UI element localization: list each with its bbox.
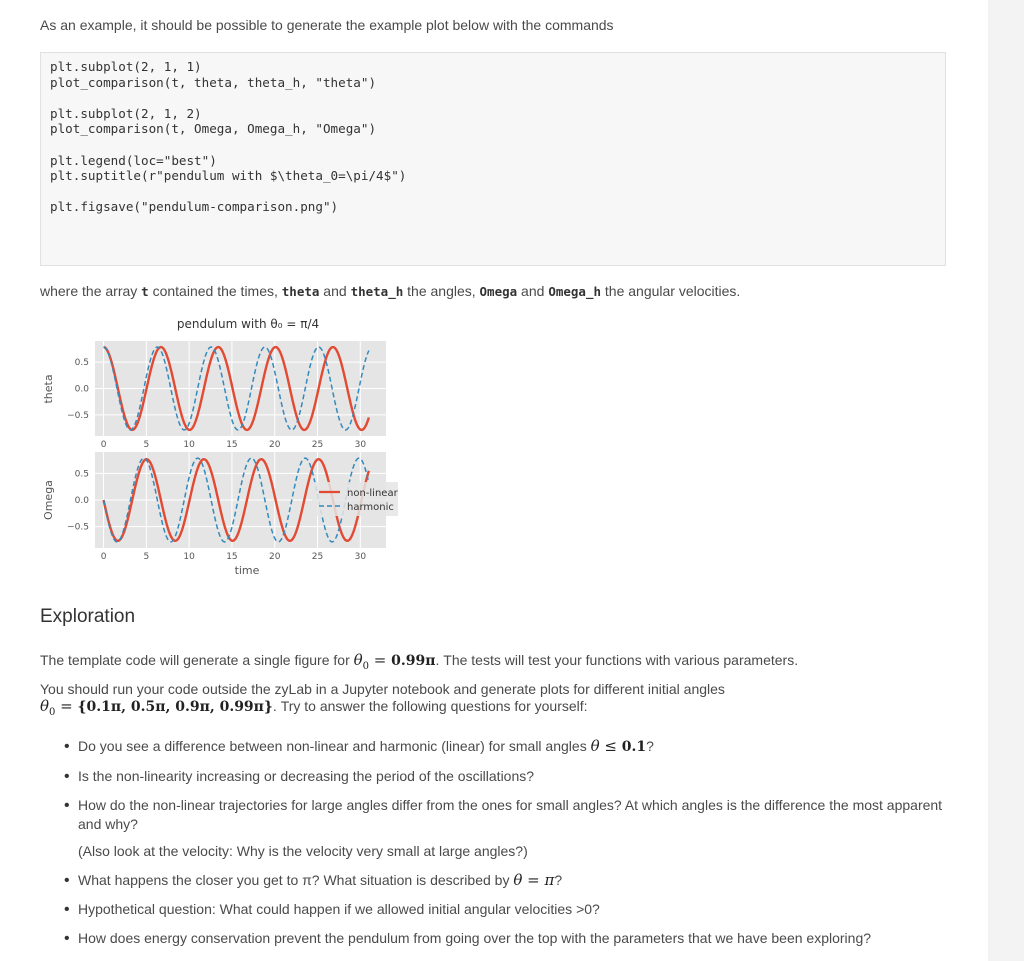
omega-x-ticks xyxy=(101,552,367,562)
p2-theta: θ xyxy=(40,697,50,715)
theta-x-tick-label: 0 xyxy=(100,440,107,450)
question-text: How do the non-linear trajectories for large angles differ from the ones for small angles? At which angles is the difference the most apparent and why? xyxy=(78,797,943,832)
code-line: plt.legend(loc="best") xyxy=(50,152,217,168)
code-line: plot_comparison(t, Omega, Omega_h, "Omega") xyxy=(50,121,377,137)
x-axis-label: time xyxy=(234,564,260,577)
question-math: θ = π xyxy=(513,871,555,889)
question-math-value: 0.1 xyxy=(621,739,647,755)
theta-y-tick-label: −0.5 xyxy=(67,410,89,421)
question-math: θ ≤ xyxy=(590,737,622,755)
p1-val: 0.99π xyxy=(391,653,436,669)
right-sidebar xyxy=(988,0,1024,961)
p1-sub: 0 xyxy=(362,660,370,672)
omega-x-tick-label: 5 xyxy=(143,552,150,562)
omega-x-tick-label: 10 xyxy=(183,552,195,562)
list-item xyxy=(78,737,946,757)
omega-x-tick-label: 0 xyxy=(100,552,107,562)
omega-axis-label: Omega xyxy=(42,480,55,520)
theta-y-tick-label: 0.0 xyxy=(74,384,89,395)
theta-axis-label: theta xyxy=(42,374,55,404)
question-text: (Also look at the velocity: Why is the velocity very small at large angles?) xyxy=(78,843,528,859)
template-paragraph xyxy=(40,651,798,672)
code-text xyxy=(41,53,945,215)
theta-y-tick-label: 0.5 xyxy=(74,358,89,369)
question-text: How does energy conservation prevent the pendulum from going over the top with the parameters that we have been exploring? xyxy=(78,930,872,946)
p1-theta: θ xyxy=(353,651,363,669)
code-theta: theta xyxy=(281,284,320,299)
legend-harmonic-label: harmonic xyxy=(347,502,394,513)
figure-title: pendulum with θ₀ = π/4 xyxy=(176,317,320,331)
p2-sub: 0 xyxy=(49,706,56,718)
p2-eq: = xyxy=(55,697,78,715)
question-text: Is the non-linearity increasing or decreasing the period of the oscillations? xyxy=(78,768,535,784)
code-line: plot_comparison(t, theta, theta_h, "theta") xyxy=(50,74,377,90)
omega-x-tick-label: 25 xyxy=(311,552,324,562)
jupyter-paragraph xyxy=(40,681,725,721)
p1-before: The template code will generate a single figure for xyxy=(40,652,354,668)
code-line: plt.figsave("pendulum-comparison.png") xyxy=(50,199,339,215)
list-item xyxy=(78,842,946,861)
where-part-2: contained the times, xyxy=(148,283,282,299)
theta-y-ticks xyxy=(67,358,89,421)
code-line: plt.subplot(2, 1, 1) xyxy=(50,59,202,74)
omega-x-tick-label: 15 xyxy=(226,552,238,562)
question-list xyxy=(40,737,946,958)
code-t: t xyxy=(141,284,149,299)
list-item xyxy=(78,900,946,919)
where-part-5: and xyxy=(517,283,549,299)
question-after: ? xyxy=(646,738,654,754)
code-omega: Omega xyxy=(479,284,518,299)
exploration-heading: Exploration xyxy=(40,606,136,627)
theta-x-tick-label: 25 xyxy=(311,440,324,450)
theta-x-tick-label: 15 xyxy=(226,440,238,450)
theta-x-tick-label: 10 xyxy=(183,440,195,450)
omega-y-tick-label: 0.0 xyxy=(74,496,89,506)
omega-x-tick-label: 30 xyxy=(354,552,367,562)
p2-set: {0.1π, 0.5π, 0.9π, 0.99π} xyxy=(77,699,273,715)
code-line: plt.suptitle(r"pendulum with $\theta_0=\pi/4$") xyxy=(50,168,407,184)
where-part-3: and xyxy=(319,283,351,299)
p1-eq: = xyxy=(369,651,392,669)
list-item xyxy=(78,871,946,890)
list-item xyxy=(78,767,946,786)
omega-y-tick-label: 0.5 xyxy=(74,469,89,480)
p2-after: . Try to answer the following questions for yourself: xyxy=(272,698,588,714)
where-part-4: the angles, xyxy=(403,283,480,299)
pendulum-figure xyxy=(40,310,460,585)
question-text: Hypothetical question: What could happen if we allowed initial angular velocities >0? xyxy=(78,901,600,917)
question-text: What happens the closer you get to π? What situation is described by xyxy=(78,872,514,888)
code-omega-h: Omega_h xyxy=(548,284,601,299)
code-theta-h: theta_h xyxy=(350,284,404,299)
question-after: ? xyxy=(554,872,563,888)
code-line: plt.subplot(2, 1, 2) xyxy=(50,105,202,121)
list-item xyxy=(78,929,946,948)
legend xyxy=(312,482,399,516)
list-item xyxy=(78,796,946,834)
intro-text: As an example, it should be possible to generate the example plot below with the commands xyxy=(40,17,614,33)
theta-x-ticks xyxy=(101,440,367,450)
where-part-6: the angular velocities. xyxy=(601,283,741,299)
where-part-1: where the array xyxy=(40,283,142,299)
omega-y-ticks xyxy=(67,469,89,532)
p1-after: . The tests will test your functions with various parameters. xyxy=(435,652,799,668)
omega-y-tick-label: −0.5 xyxy=(67,522,89,533)
p2-line1: You should run your code outside the zyLab in a Jupyter notebook and generate plots for different initial angles xyxy=(40,681,725,697)
code-block xyxy=(40,52,946,266)
question-text: Do you see a difference between non-linear and harmonic (linear) for small angles xyxy=(78,738,591,754)
where-text xyxy=(40,283,740,299)
theta-x-tick-label: 5 xyxy=(143,440,150,450)
legend-nonlinear-label: non-linear xyxy=(347,488,398,499)
theta-x-tick-label: 30 xyxy=(354,440,367,450)
theta-x-tick-label: 20 xyxy=(269,440,281,450)
omega-x-tick-label: 20 xyxy=(269,552,281,562)
